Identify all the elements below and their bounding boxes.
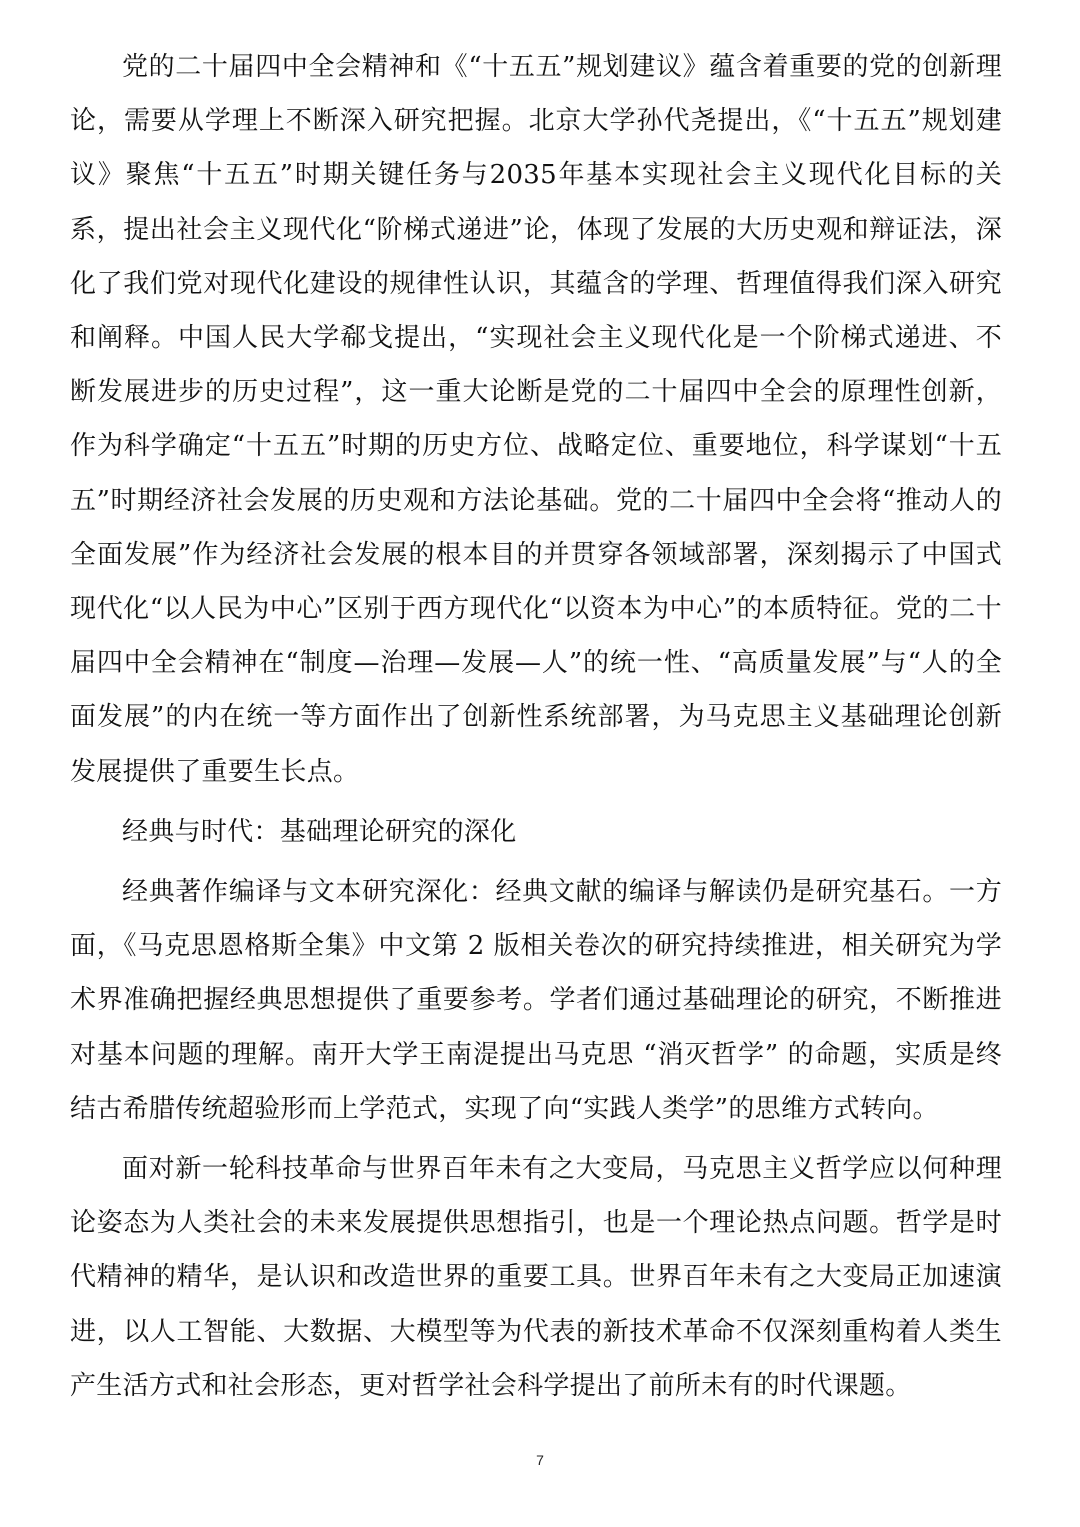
paragraph-innovation-theory: 党的二十届四中全会精神和《“十五五”规划建议》蕴含着重要的党的创新理论，需要从学理上不断深入研究把握。北京大学孙代尧提出，《“十五五”规划建议》聚焦“十五五”时期关键任务与2035年基本实现社会主义现代化目标的关系，提出社会主义现代化“阶梯式递进”论，体现了发展的大历史观和辩证法，深化了我们党对现代化建设的规律性认识，其蕴含的学理、哲理值得我们深入研究和阐释。中国人民大学郗戈提出，“实现社会主义现代化是一个阶梯式递进、不断发展进步的历史过程”，这一重大论断是党的二十届四中全会的原理性创新，作为科学确定“十五五”时期的历史方位、战略定位、重要地位，科学谋划“十五五”时期经济社会发展的历史观和方法论基础。党的二十届四中全会将“推动人的全面发展”作为经济社会发展的根本目的并贯穿各领域部署，深刻揭示了中国式现代化“以人民为中心”区别于西方现代化“以资本为中心”的本质特征。党的二十届四中全会精神在“制度—治理—发展—人”的统一性、“高质量发展”与“人的全面发展”的内在统一等方面作出了创新性系统部署，为马克思主义基础理论创新发展提供了重要生长点。 — [70, 52, 1002, 787]
document-page — [70, 40, 1002, 1413]
page-number: 7 — [536, 1452, 544, 1468]
section-heading: 经典与时代：基础理论研究的深化 — [122, 816, 517, 847]
paragraph-tech-revolution: 面对新一轮科技革命与世界百年未有之大变局，马克思主义哲学应以何种理论姿态为人类社会的未来发展提供思想指引，也是一个理论热点问题。哲学是时代精神的精华，是认识和改造世界的重要工具。世界百年未有之大变局正加速演进，以人工智能、大数据、大模型等为代表的新技术革命不仅深刻重构着人类生产生活方式和社会形态，更对哲学社会科学提出了前所未有的时代课题。 — [70, 1154, 1002, 1401]
paragraph-classic-works: 经典著作编译与文本研究深化：经典文献的编译与解读仍是研究基石。一方面，《马克思恩格斯全集》中文第 2 版相关卷次的研究持续推进，相关研究为学术界准确把握经典思想提供了重要参考。学者们通过基础理论的研究，不断推进对基本问题的理解。南开大学王南湜提出马克思 “消灭哲学” 的命题，实质是终结古希腊传统超验形而上学范式，实现了向“实践人类学”的思维方式转向。 — [70, 877, 1002, 1124]
